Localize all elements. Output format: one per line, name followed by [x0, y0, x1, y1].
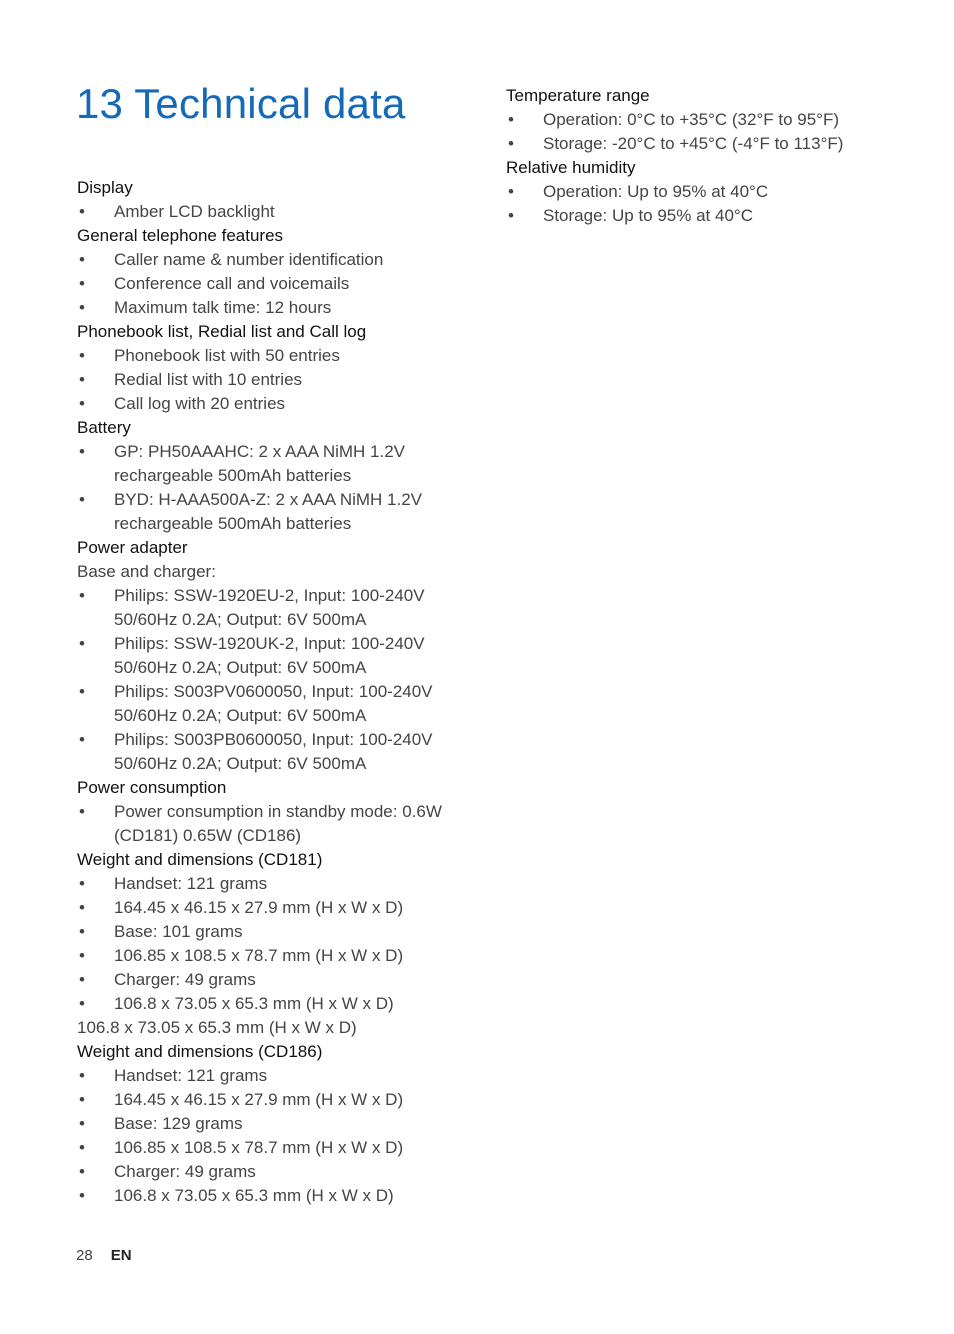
section-weight-cd181 — [77, 848, 477, 1040]
section-heading: Phonebook list, Redial list and Call log — [77, 322, 367, 341]
right-column — [506, 84, 906, 228]
list-item: • GP: PH50AAAHC: 2 x AAA NiMH 1.2V rechargeable 500mAh batteries — [77, 440, 477, 488]
list-item: • 164.45 x 46.15 x 27.9 mm (H x W x D) — [77, 896, 477, 920]
section-heading: General telephone features — [77, 226, 284, 245]
list-item: • Charger: 49 grams — [77, 968, 477, 992]
section-power-adapter — [77, 536, 477, 776]
list-item: • Base: 129 grams — [77, 1112, 477, 1136]
section-heading: Power adapter — [77, 538, 188, 557]
section-display — [77, 176, 477, 224]
bullet-list — [506, 108, 906, 156]
section-subtext: Base and charger: — [77, 562, 216, 581]
section-temperature-range — [506, 84, 906, 156]
bullet-list — [77, 800, 477, 848]
section-heading: Battery — [77, 418, 131, 437]
section-power-consumption — [77, 776, 477, 848]
list-item: • Philips: SSW-1920UK-2, Input: 100-240V 50/60Hz 0.2A; Output: 6V 500mA — [77, 632, 477, 680]
list-item: • Redial list with 10 entries — [77, 368, 477, 392]
list-item: • Philips: SSW-1920EU-2, Input: 100-240V 50/60Hz 0.2A; Output: 6V 500mA — [77, 584, 477, 632]
left-column — [77, 176, 477, 1208]
bullet-list — [77, 440, 477, 536]
bullet-list — [77, 872, 477, 1016]
bullet-list — [77, 584, 477, 776]
list-item: • Amber LCD backlight — [77, 200, 477, 224]
language-code: EN — [110, 1247, 132, 1264]
list-item: • 164.45 x 46.15 x 27.9 mm (H x W x D) — [77, 1088, 477, 1112]
section-phonebook — [77, 320, 477, 416]
section-general-telephone-features — [77, 224, 477, 320]
section-heading: Relative humidity — [506, 158, 636, 177]
list-item: • Caller name & number identification — [77, 248, 477, 272]
section-heading: Weight and dimensions (CD181) — [77, 850, 323, 869]
page-title: 13 Technical data — [76, 80, 406, 127]
list-item: • Base: 101 grams — [77, 920, 477, 944]
section-heading: Weight and dimensions (CD186) — [77, 1042, 323, 1061]
section-heading: Temperature range — [506, 86, 650, 105]
list-item: • 106.85 x 108.5 x 78.7 mm (H x W x D) — [77, 944, 477, 968]
section-heading: Display — [77, 178, 133, 197]
list-item: • Philips: S003PV0600050, Input: 100-240V 50/60Hz 0.2A; Output: 6V 500mA — [77, 680, 477, 728]
page-footer — [76, 1247, 132, 1264]
section-battery — [77, 416, 477, 536]
list-item: • 106.8 x 73.05 x 65.3 mm (H x W x D) — [77, 1184, 477, 1208]
bullet-list — [506, 180, 906, 228]
list-item: • Call log with 20 entries — [77, 392, 477, 416]
section-heading: Power consumption — [77, 778, 227, 797]
list-item: • Operation: Up to 95% at 40°C — [506, 180, 906, 204]
list-item: • BYD: H-AAA500A-Z: 2 x AAA NiMH 1.2V rechargeable 500mAh batteries — [77, 488, 477, 536]
section-relative-humidity — [506, 156, 906, 228]
bullet-list — [77, 248, 477, 320]
list-item: • Storage: Up to 95% at 40°C — [506, 204, 906, 228]
list-item: • Power consumption in standby mode: 0.6W (CD181) 0.65W (CD186) — [77, 800, 477, 848]
bullet-list — [77, 1064, 477, 1208]
section-trailing-text: 106.8 x 73.05 x 65.3 mm (H x W x D) — [77, 1018, 357, 1037]
list-item: • 106.85 x 108.5 x 78.7 mm (H x W x D) — [77, 1136, 477, 1160]
list-item: • 106.8 x 73.05 x 65.3 mm (H x W x D) — [77, 992, 477, 1016]
bullet-list — [77, 200, 477, 224]
list-item: • Phonebook list with 50 entries — [77, 344, 477, 368]
list-item: • Maximum talk time: 12 hours — [77, 296, 477, 320]
list-item: • Storage: -20°C to +45°C (-4°F to 113°F) — [506, 132, 906, 156]
bullet-list — [77, 344, 477, 416]
list-item: • Charger: 49 grams — [77, 1160, 477, 1184]
list-item: • Conference call and voicemails — [77, 272, 477, 296]
list-item: • Handset: 121 grams — [77, 1064, 477, 1088]
section-weight-cd186 — [77, 1040, 477, 1208]
list-item: • Operation: 0°C to +35°C (32°F to 95°F) — [506, 108, 906, 132]
list-item: • Handset: 121 grams — [77, 872, 477, 896]
list-item: • Philips: S003PB0600050, Input: 100-240V 50/60Hz 0.2A; Output: 6V 500mA — [77, 728, 477, 776]
page-number: 28 — [76, 1247, 93, 1264]
